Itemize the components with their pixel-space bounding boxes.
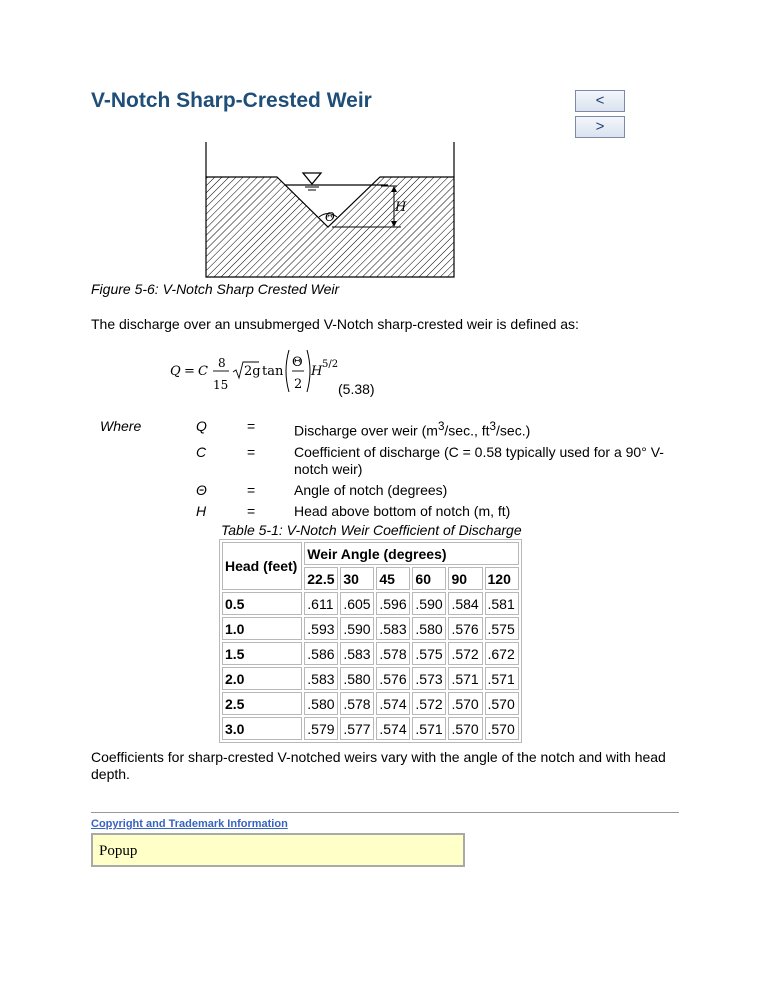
variable-row [91,444,684,482]
closing-text: Coefficients for sharp-crested V-notched weirs vary with the angle of the notch and with head depth. [91,749,666,782]
variable-definition: Head above bottom of notch (m, ft) [294,502,511,519]
equals-sign: = [247,481,256,498]
head-value-cell: 1.5 [222,642,302,665]
coefficient-cell: .584 [448,592,482,615]
coefficient-cell: .573 [412,667,446,690]
coefficient-cell: .576 [448,617,482,640]
equation-number: (5.38) [338,381,375,397]
popup-box: Popup [91,833,465,867]
coefficient-cell: .611 [304,592,338,615]
angle-column-header: 45 [376,567,410,590]
coefficient-cell: .672 [485,642,519,665]
coefficient-table [219,522,522,743]
head-label: H [395,200,407,215]
coefficient-cell: .570 [448,717,482,740]
coefficient-cell: .590 [340,617,374,640]
svg-text:C: C [198,364,208,379]
equals-sign: = [247,502,256,519]
variable-definition: Coefficient of discharge (C = 0.58 typically used for a 90° V-notch weir) [294,443,664,477]
variable-definitions [91,418,684,524]
variable-symbol: H [196,502,207,519]
coefficient-cell: .576 [376,667,410,690]
variable-row [91,482,684,503]
footer-divider [91,812,679,813]
coefficient-cell: .572 [448,642,482,665]
coefficient-cell: .571 [412,717,446,740]
intro-text: The discharge over an unsubmerged V-Notch sharp-crested weir is defined as: [91,316,579,332]
table-row [222,667,519,690]
variable-symbol: Q [196,418,207,434]
coefficient-cell: .575 [485,617,519,640]
coefficient-cell: .590 [412,592,446,615]
table-row [222,592,519,615]
svg-text:2g: 2g [244,364,261,379]
figure-caption: Figure 5-6: V-Notch Sharp Crested Weir [91,281,340,297]
coefficient-cell: .572 [412,692,446,715]
head-column-header: Head (feet) [222,542,302,590]
table-row [222,692,519,715]
coefficient-cell: .570 [485,717,519,740]
discharge-equation [165,345,355,397]
copyright-link[interactable]: Copyright and Trademark Information [91,818,288,830]
coefficient-cell: .583 [376,617,410,640]
variable-symbol: Θ [196,481,207,498]
previous-page-button[interactable]: < [575,90,625,112]
page-title: V-Notch Sharp-Crested Weir [91,89,372,112]
variable-row [91,503,684,524]
angle-column-header: 22.5 [304,567,338,590]
svg-text:5/2: 5/2 [322,359,339,370]
table-row [222,642,519,665]
variable-row [91,418,684,444]
coefficient-cell: .579 [304,717,338,740]
weir-diagram [195,140,465,282]
angle-column-header: 30 [340,567,374,590]
coefficient-cell: .596 [376,592,410,615]
coefficient-cell: .570 [485,692,519,715]
angle-column-header: 60 [412,567,446,590]
table-row [222,617,519,640]
coefficient-cell: .574 [376,692,410,715]
variable-symbol: C [196,443,207,460]
coefficient-cell: .577 [340,717,374,740]
where-label: Where [100,418,142,434]
svg-text:15: 15 [213,378,229,392]
head-value-cell: 3.0 [222,717,302,740]
svg-text:8: 8 [218,356,226,370]
next-page-button[interactable]: > [575,116,625,138]
water-level-symbol [303,173,321,184]
head-value-cell: 2.5 [222,692,302,715]
coefficient-cell: .583 [304,667,338,690]
coefficient-cell: .581 [485,592,519,615]
table-row [222,717,519,740]
head-value-cell: 2.0 [222,667,302,690]
weir-plate [206,177,454,277]
coefficient-cell: .583 [340,642,374,665]
svg-text:Q: Q [170,364,181,379]
coefficient-cell: .586 [304,642,338,665]
coefficient-cell: .571 [485,667,519,690]
coefficient-cell: .605 [340,592,374,615]
svg-text:Θ: Θ [292,355,303,370]
coefficient-cell: .574 [376,717,410,740]
coefficient-cell: .580 [304,692,338,715]
svg-text:=: = [184,364,195,379]
variable-definition: Angle of notch (degrees) [294,481,448,498]
coefficient-cell: .571 [448,667,482,690]
equals-sign: = [247,418,256,434]
variable-definition: Discharge over weir ($m^3/\sec$., $ft^3/\sec$.) [294,420,531,439]
svg-text:H: H [311,364,323,379]
equals-sign: = [247,443,256,460]
angle-column-header: 120 [485,567,519,590]
coefficient-cell: .570 [448,692,482,715]
coefficient-cell: .580 [412,617,446,640]
angle-column-header: 90 [448,567,482,590]
coefficient-cell: .575 [412,642,446,665]
svg-text:tan: tan [262,364,284,379]
coefficient-cell: .578 [340,692,374,715]
table-caption: Table 5-1: V-Notch Weir Coefficient of Discharge [221,522,522,538]
head-value-cell: 1.0 [222,617,302,640]
theta-label: Θ [325,210,335,224]
angle-header: Weir Angle (degrees) [304,542,518,565]
head-value-cell: 0.5 [222,592,302,615]
coefficient-cell: .578 [376,642,410,665]
coefficient-cell: .580 [340,667,374,690]
svg-text:2: 2 [294,377,303,392]
coefficient-cell: .593 [304,617,338,640]
